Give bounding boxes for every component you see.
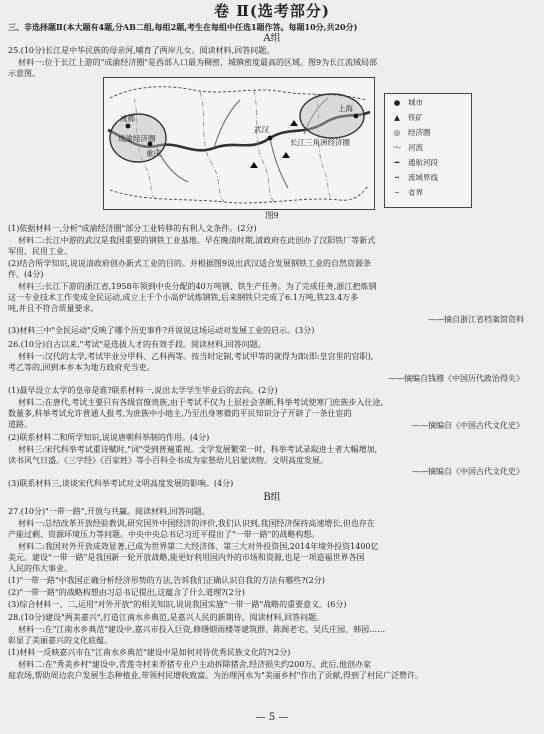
q26-question3: (3)联系材料三,谈谈宋代科举考试对文明高度发展的影响。(4分) <box>8 479 234 488</box>
province-boundary-icon: ╌ <box>394 188 400 197</box>
q26-question2: (2)联系材料二和所学知识,说说唐朝科举制的作用。(4分) <box>8 433 210 442</box>
section-title: 卷 Ⅱ(选考部分) <box>213 2 331 20</box>
section-instruction: 三、非选择题Ⅱ(本大题有4题,分AB二组,每组2题,考生在每组中任选1题作答。每题10分,共20分) <box>8 22 358 32</box>
q25-stem: 25.(10分)长江是中华民族的母亲河,哺育了两岸儿女。阅读材料,回答问题。 <box>8 46 275 55</box>
q27-material2-line2: 美元。建设"一带一路"是我国新一轮开放战略,能更好利用国内外的市场和资源,也是一项造福世界各国 <box>8 553 365 562</box>
map-label-chengdu: 成都 <box>120 114 135 123</box>
q26-material1-line2: 考乙等的,回到本乡本为地方政府充当吏。 <box>8 363 155 372</box>
q27-question1: (1)"一带一路"中我国正确分析经济形势的方法,告诉我们正确认识自我的方法有哪些?(2分) <box>8 576 325 585</box>
yangtze-basin-map <box>103 77 375 210</box>
wuhan-dot <box>268 136 273 141</box>
map-label-delta: 长江三角洲经济圈 <box>290 138 350 147</box>
province-boundary-3 <box>254 90 274 202</box>
iron-mine-2 <box>282 152 290 158</box>
q25-question2-line2: 件。(4分) <box>8 270 44 279</box>
navigable-river-icon: ━ <box>394 158 400 167</box>
q27-material1-line1: 材料一:总结改革开放经验教训,研究国外中国经济的评价,我们认识到,我国经济保持高速增长,但也存在 <box>18 519 375 528</box>
q26-material2-line2: 数量多,科举考试允许普通人报考,为庶族中小地主,乃至出身寒微的平民知识分子开辟了一条仕宦的 <box>8 409 352 418</box>
q26-material3-line1: 材料三:宋代科举考试重诗赋时,"词"受到普遍重视。文学发展繁荣一时。科举考试录取进士者大幅增加, <box>18 445 378 454</box>
legend-province-boundary: ╌ 省界 <box>389 188 423 197</box>
group-b-label: B组 <box>263 492 281 503</box>
q26-material2-line3: 道路。 <box>8 420 32 429</box>
legend-econ-zone: ◎ 经济圈 <box>389 128 431 137</box>
q27-material2-line3: 人民的伟大事业。 <box>8 564 72 573</box>
tributary-2 <box>214 100 240 148</box>
map-label-shanghai: 上海 <box>338 104 353 113</box>
q26-material2-line1: 材料二:在唐代,考试主要只有各级官僚贵族,由于考试不仅为上层社会垄断,科举考试使寒门庶族步入仕途, <box>18 398 383 407</box>
q25-question2-line1: (2)结合所学知识,说说清政府创办新式工业的目的。并根据图9说出武汉适合发展钢铁工业的自然资源条 <box>8 259 371 268</box>
iron-icon: ▲ <box>394 113 400 122</box>
q28-material1-line1: 材料一:在"江南水乡典范"建设中,嘉兴市投入巨资,修缮烟雨楼等建筑群、陈阁老宅、吴氏庄园、韩园…… <box>18 625 386 634</box>
basin-boundary-icon: ┅ <box>394 173 400 182</box>
q28-stem: 28.(10分)建设"两美嘉兴",打造江南水乡典范,是嘉兴人民的新期待。阅读材料,回答问题。 <box>8 613 325 622</box>
legend-basin-boundary: ┅ 流域界线 <box>389 173 438 182</box>
map-label-chengyu: 成渝经济圈 <box>118 134 156 143</box>
q26-material1-source: ——摘编自钱穆《中国历代政治得失》 <box>388 374 524 383</box>
chengdu-dot <box>126 124 131 129</box>
page-number: — 5 — <box>255 712 289 723</box>
q25-material1-line1: 材料一:位于长江上游的"成渝经济圈"是西部人口最为稠密、城镇密度最高的区域。图9为长江流域局部 <box>18 58 378 67</box>
q27-material1-line2: 产能过剩、资源环境压力等问题。中央中央总书记习近平提出了"一带一路"的战略构想。 <box>8 530 320 539</box>
q25-material2-line2: 军用、民用工业。 <box>8 247 72 256</box>
q25-material3-line1: 材料三:长江下游的浙江省,1958年领到中央分配的40万吨钢、铁生产任务。为了完成任务,浙江把炼钢 <box>18 282 377 291</box>
legend-river: 〰 河流 <box>389 143 423 152</box>
iron-mine-3 <box>290 120 298 126</box>
map-label-wuhan: 武汉 <box>254 125 269 134</box>
q26-material1-line1: 材料一:汉代的太学,考试毕业分甲科、乙科两等。按当时定制,考试甲等的就得为郎(即:皇宫里的官职), <box>18 352 374 361</box>
q26-material3-source: ——摘编自《中国古代文化史》 <box>412 467 524 476</box>
group-a-label: A组 <box>263 33 281 44</box>
iron-mine-1 <box>250 162 258 168</box>
tributary-3 <box>270 138 288 188</box>
q25-material3-source: ——摘自浙江省档案馆资料 <box>428 315 524 324</box>
q25-material1-line2: 示意图。 <box>8 69 40 78</box>
shanghai-dot <box>354 114 359 119</box>
q28-material2-line1: 材料二:在"秀美乡村"建设中,青莲寺村来养猪专业户主动拆除猪舍,经济损失约200万。此后,他创办家 <box>18 660 371 669</box>
q26-material2-source: ——摘编自《中国古代文化史》 <box>412 421 524 430</box>
q27-stem: 27.(10分)"一带一路",开放与共赢。阅读材料,回答问题。 <box>8 507 210 516</box>
q26-question1: (1)最早设立太学的皇帝是谁?联系材料一,说出太学学生毕业后的去向。(2分) <box>8 386 278 395</box>
q26-material3-line2: 读书风气日盛。《三字经》《百家姓》等小百科全书成为家塾幼儿启蒙读物。文明高度发展。 <box>8 456 328 465</box>
river-icon: 〰 <box>393 143 401 152</box>
figure-caption: 图9 <box>265 211 279 220</box>
q28-material2-line2: 庭农场,帮助周边农户发展生态种植业,带领村民增收致富。为治理河水为"美丽乡村"作出了贡献,得到了村民广泛赞许。 <box>8 671 423 680</box>
city-icon: ● <box>393 98 401 107</box>
legend-iron: ▲ 铁矿 <box>389 113 423 122</box>
legend-city: ● 城市 <box>389 98 423 107</box>
map-label-chongqing: 重庆 <box>146 149 161 158</box>
q25-material3-line2: 这一专业技术工作变成全民运动,成立上千个小高炉试炼钢铁,后来钢铁只完成了6.1万吨,铁23.4万多 <box>8 293 359 302</box>
q26-stem: 26.(10分)自古以来,"考试"是选拔人才的有效手段。阅读材料,回答问题。 <box>8 340 266 349</box>
q25-material3-line3: 吨,并且不符合质量要求。 <box>8 304 99 313</box>
map-legend <box>384 93 472 208</box>
q27-question3: (3)综合材料一、二,运用"对外开放"的相关知识,说说我国实施"一带一路"战略的重要意义。(6分) <box>8 600 347 609</box>
q27-question2: (2)"一带一路"的战略构想由习总书记提出,这蕴含了什么道理?(2分) <box>8 588 245 597</box>
q25-material2-line1: 材料二:长江中游的武汉是我国重要的钢铁工业基地。早在晚清时期,清政府在此创办了汉阳铁厂等新式 <box>18 236 376 245</box>
econ-zone-icon: ◎ <box>393 128 401 137</box>
q28-material1-line2: 彰显了美丽嘉兴的文化底蕴。 <box>8 636 112 645</box>
q27-material2-line1: 材料二:我国对外开放成效显著,已成为世界第二大经济体、第三大对外投资国,2014年境外投资1400亿 <box>18 542 379 551</box>
q25-question1: (1)依据材料一,分析"成渝经济圈"部分工业转移的有利人文条件。(2分) <box>8 224 257 233</box>
q25-question3: (3)材料三中"全民运动"反映了哪个历史事件?并说说这场运动对发展工业的启示。(3分) <box>8 326 315 335</box>
q28-question1: (1)材料一反映嘉兴市在"江南水乡典范"建设中是如何对待优秀民族文化的?(2分) <box>8 648 291 657</box>
legend-navigable: ━ 通航河段 <box>389 158 438 167</box>
